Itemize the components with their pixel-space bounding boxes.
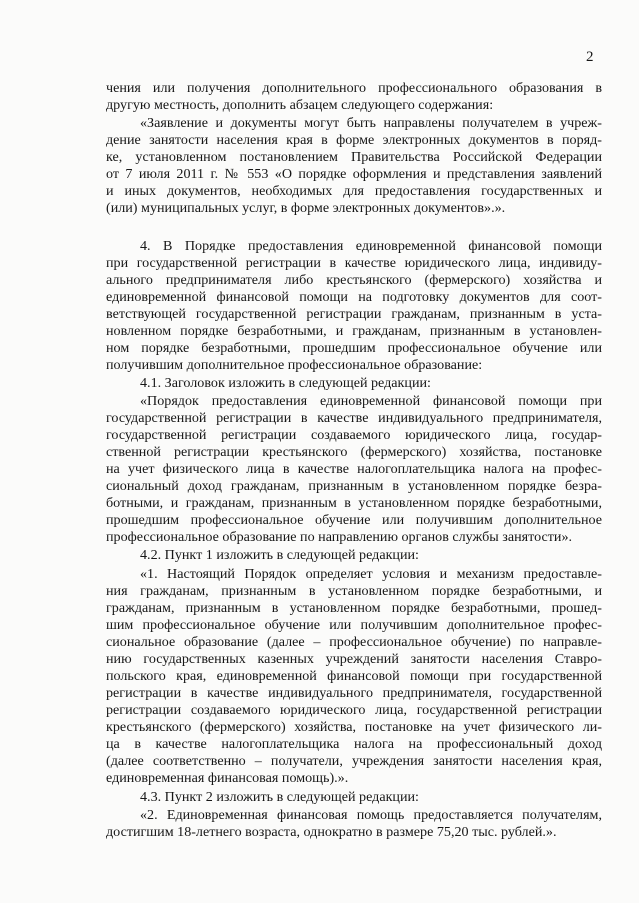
- section-4-2-quote-line: польского края, единовременной финансовой помощи при государственной: [106, 668, 602, 684]
- quote-line: ке, установленном постановлением Правительства Российской Федерации: [106, 149, 602, 165]
- section-4-line: новленном порядке безработными, и гражданам, признанным в установлен-: [106, 323, 602, 339]
- section-4-2-quote-line: крестьянского (фермерского) хозяйства, постановке на учет физического ли-: [106, 719, 602, 735]
- section-4-1-quote-line: ботными, и гражданам, признанным в установленном порядке безработными,: [106, 495, 602, 511]
- quote-line: и иных документов, необходимых для предоставления государственных и: [106, 183, 602, 199]
- section-4-line: ального предпринимателя либо крестьянского (фермерского) хозяйства и: [106, 272, 602, 288]
- section-4-line: получившим дополнительное профессиональное образование:: [106, 357, 483, 373]
- section-4-1-quote-line: сиональный доход гражданам, признанным в установленном порядке безра-: [106, 478, 602, 494]
- section-4-line: ном порядке безработными, прошедшим профессиональное обучение или: [106, 340, 602, 356]
- section-4-2-quote-line: сиональное образование (далее – профессиональное обучение) по направле-: [106, 634, 602, 650]
- section-4-1-quote-line: прошедшим профессиональное обучение или получившим дополнительное: [106, 512, 602, 528]
- quote-line: от 7 июля 2011 г. № 553 «О порядке оформления и представления заявлений: [106, 166, 602, 182]
- section-4-2-quote-line: (далее соответственно – получатели, учреждения занятости населения края,: [106, 753, 602, 769]
- section-4-2-quote-line: нию государственных казенных учреждений занятости населения Ставро-: [106, 651, 602, 667]
- page-number: 2: [586, 49, 594, 65]
- section-4-2-heading: 4.2. Пункт 1 изложить в следующей редакции:: [140, 547, 419, 563]
- quote-line: дение занятости населения края в форме электронных документов в поряд-: [106, 132, 602, 148]
- section-4-1-quote-line: ственной регистрации крестьянского (фермерского) хозяйства, постановке: [106, 444, 602, 460]
- section-4-1-quote-line: «Порядок предоставления единовременной финансовой помощи при: [140, 393, 602, 409]
- quote-line: (или) муниципальных услуг, в форме электронных документов».».: [106, 200, 506, 216]
- section-4-1-quote-line: на учет физического лица в качестве налогоплательщика налога на профес-: [106, 461, 602, 477]
- section-4-2-quote-line: регистрации создаваемого юридического лица, государственной регистрации: [106, 702, 602, 718]
- section-4-2-quote-line: регистрации в качестве индивидуального предпринимателя, государственной: [106, 685, 602, 701]
- section-4-2-quote-line: ния гражданам, признанным в установленном порядке безработными, и: [106, 583, 602, 599]
- section-4-2-quote-line: шим профессиональное обучение или получившим дополнительное профес-: [106, 617, 602, 633]
- section-4-2-quote-line: «1. Настоящий Порядок определяет условия и механизм предоставле-: [140, 566, 602, 582]
- paragraph-line: другую местность, дополнить абзацем следующего содержания:: [106, 97, 494, 113]
- section-4-2-quote-line: единовременная финансовая помощь).».: [106, 770, 349, 786]
- section-4-1-heading: 4.1. Заголовок изложить в следующей редакции:: [140, 375, 431, 391]
- section-4-line: ветствующей государственной регистрации гражданам, признанным в уста-: [106, 306, 602, 322]
- section-4-2-quote-line: гражданам, признанным в установленном порядке безработными, прошед-: [106, 600, 602, 616]
- paragraph-line: чения или получения дополнительного профессионального образования в: [106, 80, 602, 96]
- section-4-1-quote-line: государственной регистрации создаваемого юридического лица, государ-: [106, 427, 602, 443]
- section-4-3-quote-line: «2. Единовременная финансовая помощь предоставляется получателям,: [140, 807, 602, 823]
- quote-line: «Заявление и документы могут быть направлены получателем в учреж-: [140, 115, 602, 131]
- section-4-1-quote-line: профессиональное образование по направлению органов службы занятости».: [106, 529, 573, 545]
- section-4-line: единовременной финансовой помощи на подготовку документов для соот-: [106, 289, 602, 305]
- section-4-line: при государственной регистрации в качестве юридического лица, индивиду-: [106, 255, 602, 271]
- section-4-1-quote-line: государственной регистрации в качестве индивидуального предпринимателя,: [106, 410, 602, 426]
- section-4-3-heading: 4.3. Пункт 2 изложить в следующей редакции:: [140, 789, 419, 805]
- section-4-2-quote-line: ца в качестве налогоплательщика налога на профессиональный доход: [106, 736, 602, 752]
- section-4-3-quote-line: достигшим 18-летнего возраста, однократно в размере 75,20 тыс. рублей.».: [106, 824, 557, 840]
- section-4-line: 4. В Порядке предоставления единовременной финансовой помощи: [140, 238, 602, 254]
